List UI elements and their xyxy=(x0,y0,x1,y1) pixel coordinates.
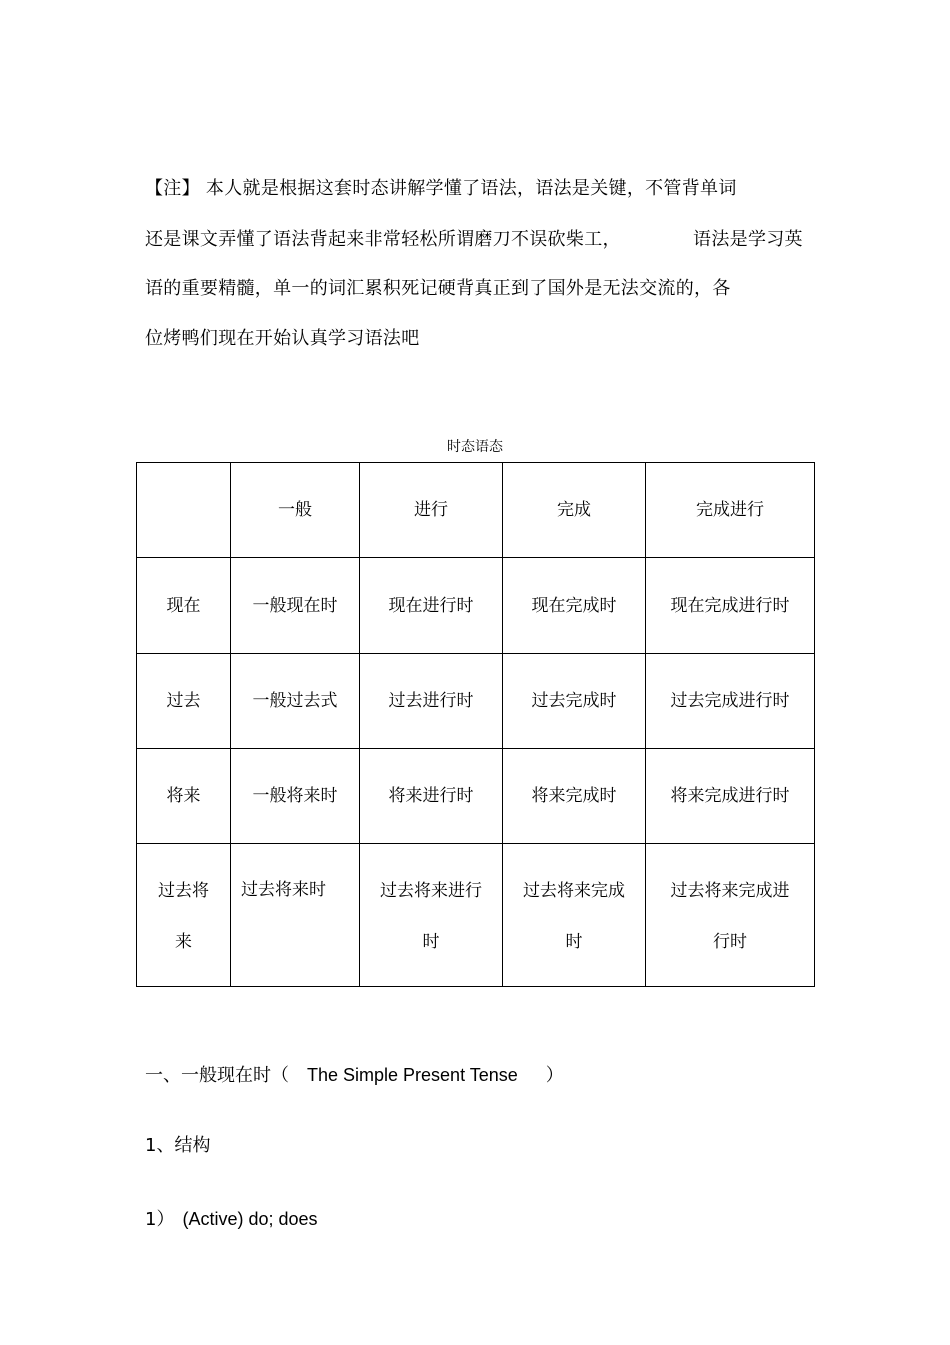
table-cell xyxy=(503,844,646,987)
header-cell-empty xyxy=(137,463,231,558)
row-label-future: 将来 xyxy=(137,749,231,844)
cell-line: 过去将来进行 xyxy=(380,881,482,901)
header-cell-progressive: 进行 xyxy=(360,463,503,558)
table-cell: 过去完成时 xyxy=(503,654,646,749)
table-cell: 现在完成时 xyxy=(503,558,646,654)
table-cell: 将来完成进行时 xyxy=(646,749,815,844)
section-heading-prefix: 一、一般现在时（ xyxy=(145,1065,289,1086)
table-cell: 一般将来时 xyxy=(231,749,360,844)
cell-line: 过去将来完成进 xyxy=(670,881,790,901)
row-label-present: 现在 xyxy=(137,558,231,654)
section-heading-english: The Simple Present Tense xyxy=(307,1065,518,1085)
tense-table xyxy=(136,462,815,987)
cell-line: 时 xyxy=(565,932,583,952)
header-cell-simple: 一般 xyxy=(231,463,360,558)
table-cell: 一般过去式 xyxy=(231,654,360,749)
table-row xyxy=(137,844,815,987)
header-cell-perfect-progressive: 完成进行 xyxy=(646,463,815,558)
table-header-row xyxy=(137,463,815,558)
section-heading-suffix: ） xyxy=(545,1065,564,1086)
structure-item-1 xyxy=(145,1206,318,1233)
note-line-1: 【注】 本人就是根据这套时态讲解学懂了语法，语法是关键，不管背单词 xyxy=(145,178,737,199)
row-label-line: 过去将 xyxy=(158,881,209,901)
table-cell: 过去进行时 xyxy=(360,654,503,749)
note-line-3: 语的重要精髓，单一的词汇累积死记硬背真正到了国外是无法交流的，各 xyxy=(145,278,731,299)
table-cell: 将来完成时 xyxy=(503,749,646,844)
header-cell-perfect: 完成 xyxy=(503,463,646,558)
table-cell: 现在完成进行时 xyxy=(646,558,815,654)
table-cell xyxy=(646,844,815,987)
row-label-future-in-past xyxy=(137,844,231,987)
note-line-4: 位烤鸭们现在开始认真学习语法吧 xyxy=(145,328,420,349)
table-row xyxy=(137,654,815,749)
table-caption: 时态语态 xyxy=(447,439,503,455)
table-cell: 一般现在时 xyxy=(231,558,360,654)
cell-line: 时 xyxy=(422,932,440,952)
table-cell: 过去完成进行时 xyxy=(646,654,815,749)
table-cell xyxy=(360,844,503,987)
note-line-2: 还是课文弄懂了语法背起来非常轻松所谓磨刀不误砍柴工， 语法是学习英 xyxy=(145,229,803,250)
table-row xyxy=(137,558,815,654)
section-heading xyxy=(145,1062,564,1089)
cell-line: 过去将来时 xyxy=(241,880,326,900)
row-label-past: 过去 xyxy=(137,654,231,749)
table-row xyxy=(137,749,815,844)
subsection-structure: 1、结构 xyxy=(145,1135,211,1156)
table-cell xyxy=(231,844,360,987)
cell-line: 行时 xyxy=(713,932,747,952)
row-label-line: 来 xyxy=(175,932,192,952)
structure-item-text: (Active) do; does xyxy=(182,1209,318,1229)
table-cell: 现在进行时 xyxy=(360,558,503,654)
table-cell: 将来进行时 xyxy=(360,749,503,844)
structure-item-number: 1） xyxy=(145,1209,175,1230)
cell-line: 过去将来完成 xyxy=(523,881,625,901)
